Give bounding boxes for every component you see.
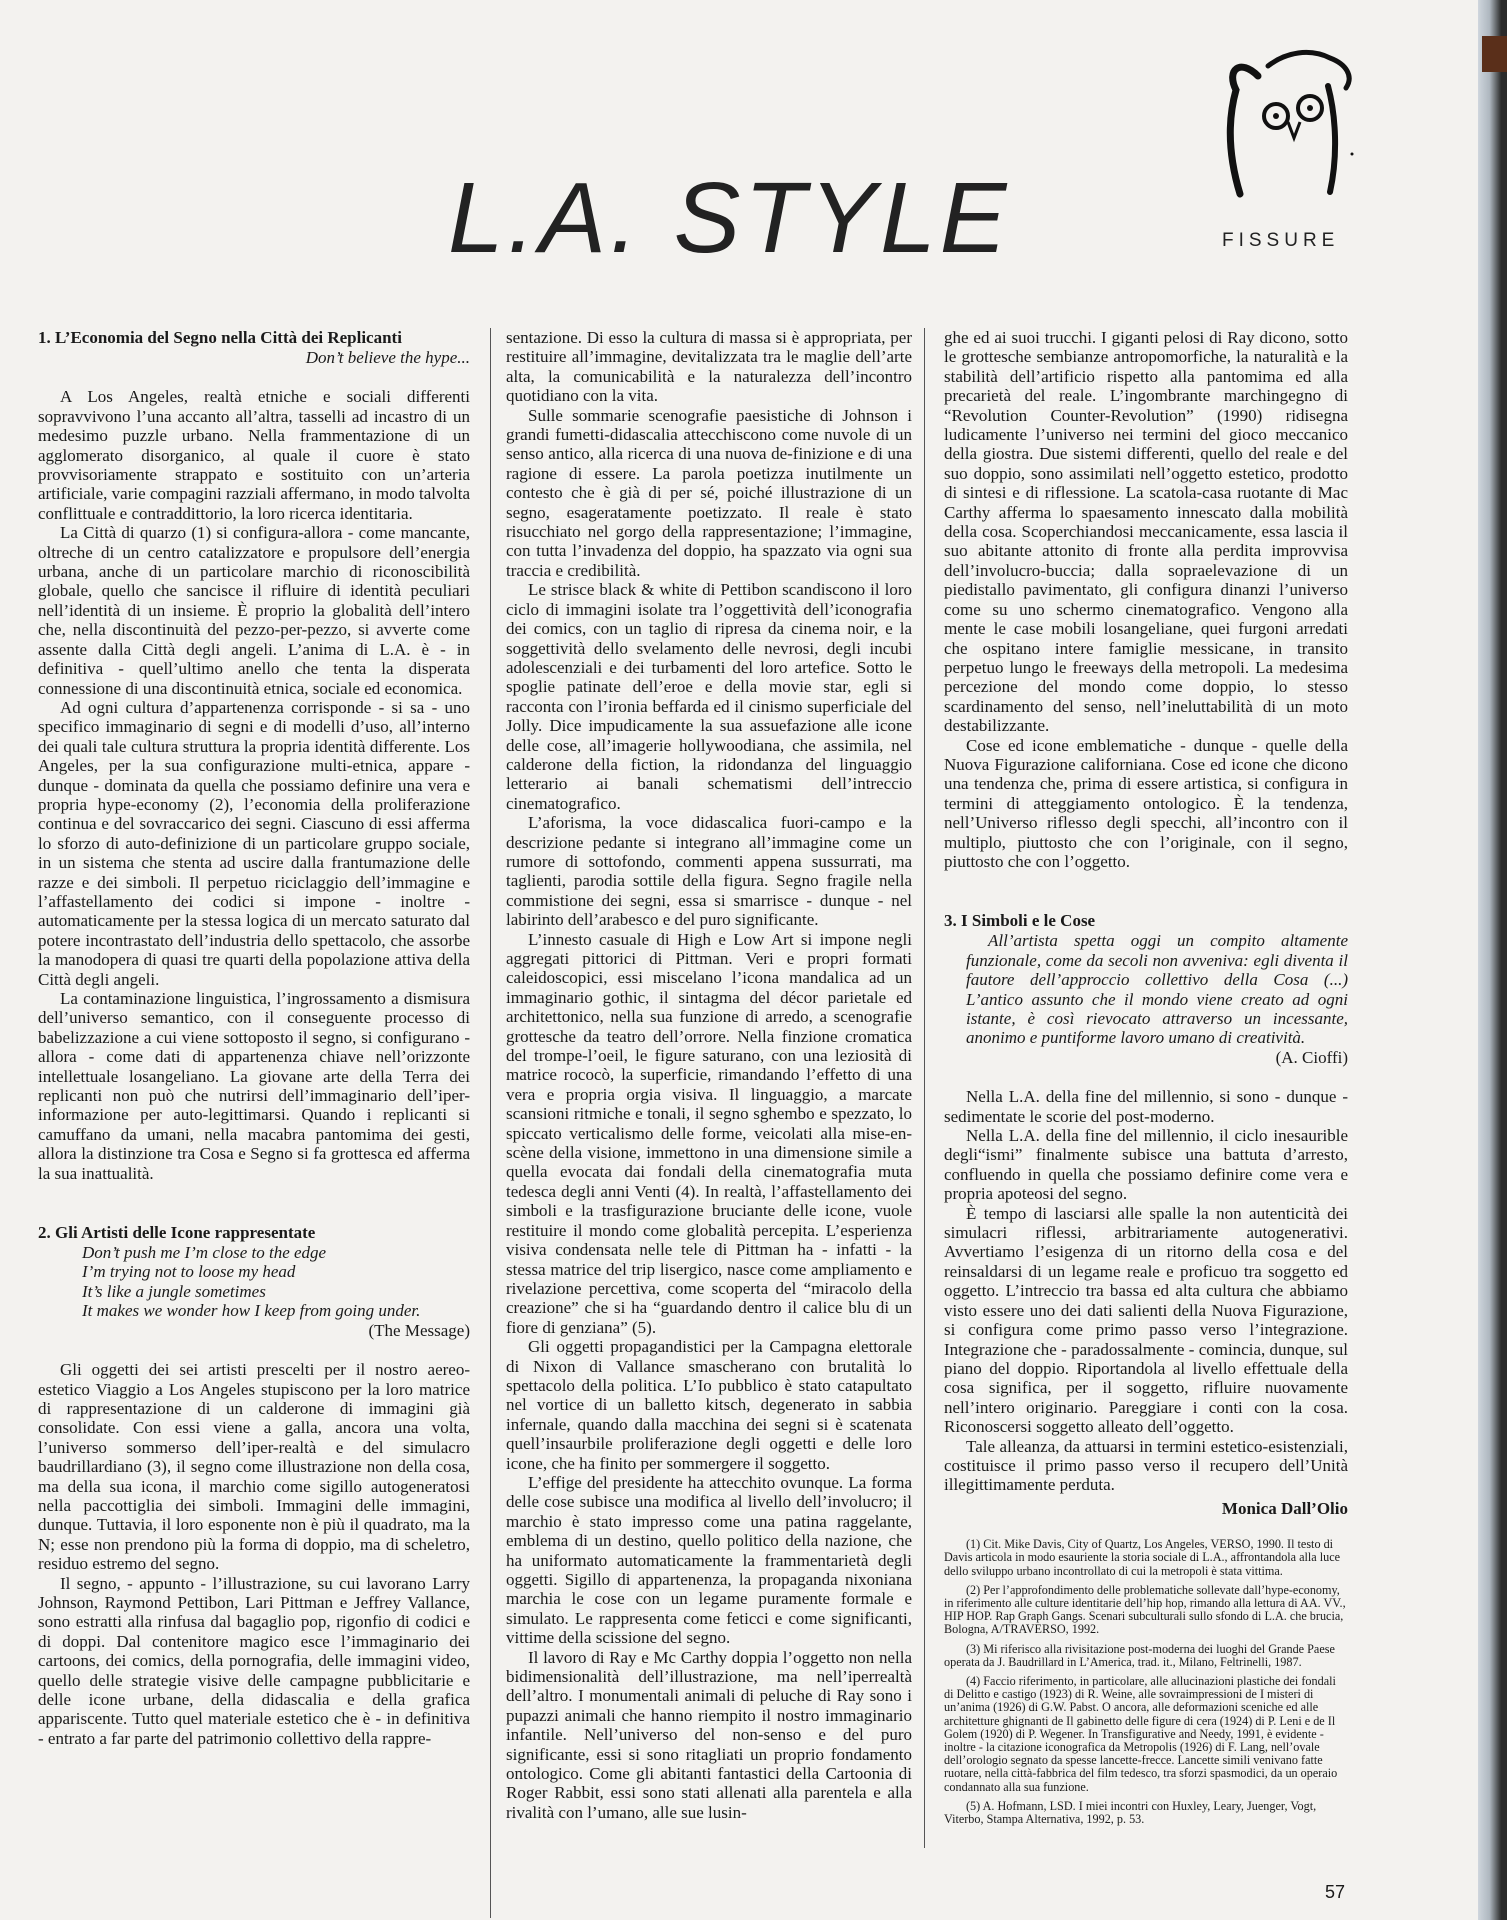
paragraph: L’aforisma, la voce didascalica fuori-campo e la descrizione pedante si integrano all’immagine come un rumore di sottofondo, commenti appena sussurrati, ma taglienti, parodia sottile della figura. Segno fragile nella commistione dei segni, essa si smarrisce - dunque - nel labirinto dell’arabesco e del puro significante. [506,813,912,930]
lyric-line: It makes we wonder how I keep from going under. [82,1301,421,1321]
paragraph: sentazione. Di esso la cultura di massa si è appropriata, per restituire all’immagine, devitalizzata tra le maglie dell’arte alta, la comunicabilità e la naturalezza dell’incontro quotidiano con la vita. [506,328,912,406]
column-1 [38,328,470,1748]
lyric-line: I’m trying not to loose my head [82,1262,296,1282]
paragraph: L’effige del presidente ha attecchito ovunque. La forma delle cose subisce una modifica al livello dell’involucro; il marchio è stato impresso come una patina raggelante, emblema di un destino, quello politico della nazione, che ha uniformato automaticamente la frammentarietà degli oggetti. Sigillo di appartenenza, la propaganda nixoniana marchia le cose con un legame puramente formale e simulato. Le rappresenta come feticci e come significanti, vittime della scissione del segno. [506,1472,912,1648]
lyric-line: Don’t push me I’m close to the edge [82,1243,327,1263]
lyric-line: It’s like a jungle sometimes [82,1281,266,1301]
section-heading: 3. I Simboli e le Cose [944,911,1096,931]
section-label: FISSURE [1222,230,1340,251]
page-number: 57 [1325,1882,1346,1902]
footnote: (1) Cit. Mike Davis, City of Quartz, Los Angeles, VERSO, 1990. Il testo di Davis articola in modo esauriente la storia sociale di L.A., affrontandola alla luce dello sviluppo urbano incontrollato di cui la metropoli è stata vittima. [944,1537,1341,1578]
paragraph: Nella L.A. della fine del millennio, si sono - dunque - sedimentate le scorie del post-moderno. [944,1087,1348,1126]
paragraph: Il lavoro di Ray e Mc Carthy doppia l’oggetto non nella bidimensionalità dell’illustrazione, ma nell’iperrealtà dell’altro. I monumentali animali di peluche di Ray sono i pupazzi animali che hanno riempito il nostro immaginario infantile. Nell’universo del non-senso e del puro significante, essi si sono ritagliati un proprio fondamento ontologico. Come gli abitanti fantastici della Cartoonia di Roger Rabbit, essi sono stati allenati alla parentela e alla rivalità con l’umano, alle sue lusin- [506,1647,912,1822]
owl-logo-icon [1218,36,1364,208]
paragraph: Cose ed icone emblematiche - dunque - quelle della Nuova Figurazione californiana. Cose ed icone che dicono una tendenza che, prima di essere artistica, si configura in termini di atteggiamento ontologico. È la tendenza, nell’Universo riflesso degli specchi, all’incontro con il multiplo, piuttosto che con l’originale, con il segno, piuttosto che con l’oggetto. [944,735,1348,871]
bookmark-tab [1482,36,1507,72]
lyric-attribution: (The Message) [368,1320,470,1340]
column-2 [506,328,912,1822]
footnote: (5) A. Hofmann, LSD. I miei incontri con Huxley, Leary, Juenger, Vogt, Viterbo, Stampa Alternativa, 1992, p. 53. [944,1798,1317,1827]
paragraph: ghe ed ai suoi trucchi. I giganti pelosi di Ray dicono, sotto le grottesche sembianze antropomorfiche, la naturalità e la stabilità dell’artificio rispetto alla pantomima ed alla precarietà del reale. L’ingombrante marchingegno di “Revolution Counter-Revolution” (1990) ridisegna ludicamente l’universo nei termini del gioco meccanico della giostra. Due sistemi differenti, quello del reale e del suo doppio, sono assimilati nell’oggetto estetico, prodotto di sintesi e di riflessione. La scatola-casa ruotante di Mac Carthy afferma lo spaesamento innescato dalla mobilità della cosa. Scoperchiandosi meccanicamente, essa lascia il suo abitante attonito di fronte alla perdita improvvisa dell’involucro-buccia; dalla sopraelevazione di un piedistallo pavimentato, gli configura dinanzi l’universo come su uno schermo cinematografico. Vengono alla mente le case mobili losangeliane, quei furgoni arredati che ospitano intere famiglie messicane, in transito perpetuo lungo le freeways della metropoli. La medesima percezione del mondo come doppio, lo stesso scardinamento del senso, nell’ineluttabilità di un moto destabilizzante. [944,328,1348,736]
paragraph: Ad ogni cultura d’appartenenza corrisponde - si sa - uno specifico immaginario di segni e di modelli d’uso, all’interno dei quali tale cultura struttura la propria identità differente. Los Angeles, per la sua configurazione multi-etnica, appare - dunque - dominata da quella che possiamo definire una vera e propria hype-economy (2), l’economia della proliferazione continua e del sovraccarico dei segni. Ciascuno di essi afferma lo sforzo di auto-definizione di un particolare gruppo sociale, in un sistema che stenta ad uscire dalla frantumazione delle razze e dei simboli. Il perpetuo riciclaggio dell’immagine e l’affastellamento dei codici si impone - inoltre - automaticamente per la stessa logica di un mercato saturato dal potere incontrastato dell’industria dello spettacolo, che assorbe la manodopera di quasi tre quarti della popolazione attiva della Città degli angeli. [38,697,470,989]
footnote: (2) Per l’approfondimento delle problematiche sollevate dall’hype-economy, in riferimento alle culture identitarie dell’hip hop, rimando alla lettura di AA. VV., HIP HOP. Rap Graph Gangs. Scenari subculturali sullo sfondo di L.A. che brucia, Bologna, A/TRAVERSO, 1992. [944,1582,1346,1637]
paragraph: Gli oggetti propagandistici per la Campagna elettorale di Nixon di Vallance smascherano con brutalità lo spettacolo della politica. L’Io pubblico è stato catapultato nel vortice di un balletto kitsch, degenerato in sabbia infernale, quando dalla macchina dei segni si è scatenata quell’insaurbile proliferazione degli oggetti e delle loro icone, che ha finito per sommergere il soggetto. [506,1337,912,1473]
paragraph: Il segno, - appunto - l’illustrazione, su cui lavorano Larry Johnson, Raymond Pettibon, Lari Pittman e Jeffrey Vallance, sono estratti alla rinfusa dal bagaglio pop, rigonfio di codici e di doppi. Dal contenitore magico esce l’immaginario dei cartoons, dei comics, della pornografia, delle immagini video, quello delle strategie visive delle campagne pubblicitarie e delle icone urbane, della didascalia e della grafica appariscente. Tutto quel materiale estetico che è - in definitiva - entrato a far parte del patrimonio collettivo della rappre- [38,1573,470,1748]
paragraph: L’innesto casuale di High e Low Art si impone negli aggregati pittorici di Pittman. Veri e propri formati caleidoscopici, essi miscelano l’icona mandalica ad un immaginario gothic, il sintagma del décor parietale ed architettonico, nella sua funzione di arredo, a scenografie grottesche da teatro dell’orrore. Nella finzione cromatica del trompe-l’oeil, le figure saturano, con una leziosità di matrice rococò, la superficie, rimandando l’effetto di una vera e propria orgia visiva. Il linguaggio, a marcate scansioni ritmiche e tonali, il segno sghembo e spezzato, lo spiccato verticalismo delle forme, veicolati alla mise-en-scène della visione, immettono in una dimensione simile a quella evocata dai fondali della cinematografia muta tedesca degli anni Venti (4). In realtà, l’affastellamento dei simboli e la trasfigurazione bruciante delle icone, vuole restituire il mondo come globalità percepita. L’esperienza visiva condensata nelle tele di Pittman ha - infatti - la stessa matrice del trip lisergico, nasce come ampliamento e rivelazione percettiva, come scoperta del “miracolo della creazione” che si ha “guardando dentro il calice blu di un fiore di genziana” (5). [506,929,912,1337]
footnote: (3) Mi riferisco alla rivisitazione post-moderna dei luoghi del Grande Paese operata da J. Baudrillard in L’America, trad. it., Milano, Feltrinelli, 1987. [944,1641,1335,1669]
paragraph: La Città di quarzo (1) si configura-allora - come mancante, oltreche di un centro catalizzatore e propulsore dell’energia urbana, anche di un particolare marchio di riconoscibilità globale, quello che sancisce il rifluire di identità peculiari nell’identità di un insieme. È proprio la globalità dell’intero che, nella discontinuità del pezzo-per-pezzo, si avverte come assente dalla Città degli angeli. L’anima di L.A. è - in definitiva - quell’ultimo anello che tenta la disperata connessione di una discontinuità etnica, sociale ed economica. [38,523,470,698]
paragraph: Nella L.A. della fine del millennio, il ciclo inesaurible degli“ismi” finalmente subisce una battuta d’arresto, confluendo in quella che possiamo definire come vera e propria apoteosi del segno. [944,1126,1348,1204]
paragraph: Gli oggetti dei sei artisti prescelti per il nostro aereo-estetico Viaggio a Los Angeles stupiscono per la loro matrice di rappresentazione di un calderone di immagini già consolidate. Con essi viene a galla, ancora una volta, l’universo sommerso dell’iper-realtà e del simulacro baudrillardiano (3), il segno come illustrazione non della cosa, ma della sua icona, il marchio come sigillo autogeneratosi nella paccottiglia dei simboli. Immagini delle immagini, dunque. Tuttavia, il loro esponente non è più il quadrato, ma la N; esse non prendono più la forma di doppio, ma di scheletro, residuo estremo del segno. [38,1360,470,1574]
column-divider [924,328,925,1848]
section-heading: 2. Gli Artisti delle Icone rappresentate [38,1223,316,1243]
paragraph: Le strisce black & white di Pettibon scandiscono il loro ciclo di immagini isolate tra l’oggettività dell’iconografia dei comics, con un taglio di ripresa da cinema noir, e la soggettività dello svelamento delle nevrosi, degli incubi adolescenziali e dei turbamenti del loro artefice. Sotto le spoglie patinate dell’eroe e della movie star, egli si racconta con l’ironia beffarda ed il cinismo superficiale del Jolly. Dice impudicamente la sua assuefazione alle icone delle cose, all’imagerie hollywoodiana, che assimila, nel calderone della fiction, la ridondanza del linguaggio letterario ai banali schematismi dell’intreccio cinematografico. [506,580,912,813]
binding-edge [1478,0,1507,1920]
footnote: (4) Faccio riferimento, in particolare, alle allucinazioni plastiche dei fondali di Delitto e castigo (1923) di R. Weine, alle sovraimpressioni de I misteri di un’anima (1926) di G.W. Pabst. O ancora, alle deformazioni sceniche ed alle architetture ghignanti de Il gabinetto delle figure di cera (1924) di P. Leni e de Il Golem (1920) di P. Wegener. In Transfigurative and Needy, 1991, è evidente - inoltre - la citazione iconografica da Metropolis (1926) di F. Lang, nell’ovale dell’orologio segnato da spesse lancette-frecce. Lancette simili venivano fatte ruotare, nella città-fabbrica del film tedesco, tra sforzi spasmodici, da un operaio condannato alla sua funzione. [944,1673,1338,1794]
author-name: Monica Dall’Olio [1221,1498,1348,1518]
paragraph: Tale alleanza, da attuarsi in termini estetico-esistenziali, costituisce il primo passo verso il recupero dell’Unità illegittimamente perduta. [944,1436,1348,1495]
column-divider [490,328,491,1918]
paragraph: È tempo di lasciarsi alle spalle la non autenticità dei simulacri riflessi, arbitrariamente autogenerativi. Avvertiamo l’esigenza di un ritorno della cosa e del reinsaldarsi di un legame reale e proficuo tra soggetto ed oggetto. L’intreccio tra bassa ed alta cultura che abbiamo visto essere uno dei dati salienti della Nuova Figurazione, si configura come primo passo verso l’integrazione. Integrazione che - paradossalmente - comincia, dunque, sul piano del doppio. Riportandola al livello effettuale della cosa significa, per il soggetto, rifluire nuovamente nell’intero originario. Pareggiare i conti con la cosa. Riconoscersi soggetto alleato dell’oggetto. [944,1203,1348,1437]
paragraph: La contaminazione linguistica, l’ingrossamento a dismisura dell’universo semantico, con il conseguente processo di babelizzazione a cui viene sottoposto il segno, si configurano - allora - come dati di appartenenza chiave nell’orizzonte intellettuale losangeliano. La giovane arte della Terra dei replicanti non può che nutrirsi dell’immaginario dell’iper-informazione per auto-legittimarsi. Quando i replicanti si camuffano da umani, nella macabra pantomima dei gesti, allora la distinzione tra Cosa e Segno si fa grottesca ed afferma la sua inattualità. [38,989,470,1183]
paragraph: Sulle sommarie scenografie paesistiche di Johnson i grandi fumetti-didascalia attecchiscono come nuvole di un senso antico, alla ricerca di una nuova de-finizione e di una ragione di essere. La parola poetizza inutilmente un contesto che è già di per sé, poiché illustrazione di un segno, esageratamente poetizzato. Il reale è stato risucchiato nel gorgo della rappresentazione; l’immagine, con tutta l’invadenza del doppio, ha spazzato via ogni sua traccia e credibilità. [506,405,912,580]
epigraph-quote: All’artista spetta oggi un compito altamente funzionale, come da secoli non avveniva: egli diventa il fautore dell’approccio collettivo della Cosa (...) L’antico assunto che il mondo viene creato ad ogni istante, è così rievocato attraverso un incessante, anonimo e puntiforme lavoro umano di creatività. [966,931,1348,1048]
quote-attribution: (A. Cioffi) [1275,1047,1348,1067]
page-title: L.A. STYLE [448,162,1011,274]
epigraph: Don’t believe the hype... [305,348,470,367]
footnotes [944,1538,1348,1826]
paragraph: A Los Angeles, realtà etniche e sociali differenti sopravvivono l’una accanto all’altra, tasselli ad incastro di un medesimo puzzle urbano. Nella frammentazione di un agglomerato disorganico, al quale il cuore è stato provvisoriamente strappato e sostituito con un’arteria artificiale, varie compagini razziali affermano, in modo talvolta conflittuale e contraddittorio, la loro ricerca identitaria. [38,387,470,523]
column-3 [944,328,1348,1832]
section-heading: 1. L’Economia del Segno nella Città dei Replicanti [38,328,402,347]
